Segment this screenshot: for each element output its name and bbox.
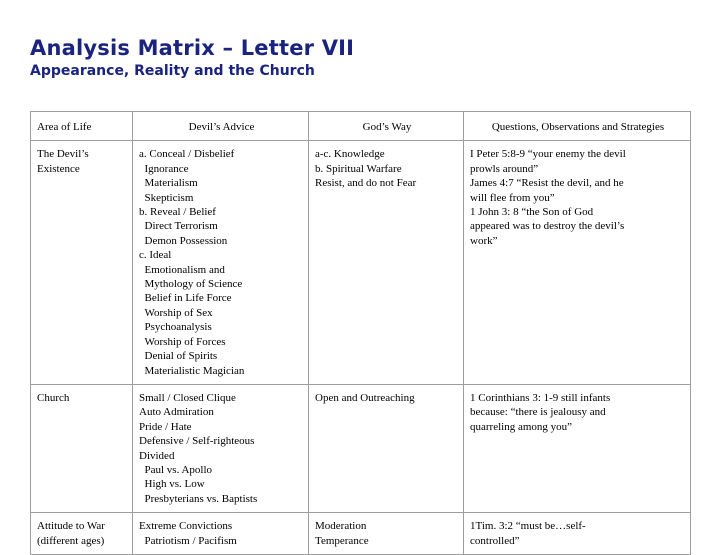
cell-text-line: prowls around” xyxy=(470,162,539,175)
cell-text-line: because: “there is jealousy and xyxy=(470,406,606,419)
cell-text-line: Mythology of Science xyxy=(139,278,243,291)
cell-devils-advice xyxy=(133,384,309,512)
cell-text-line: work” xyxy=(470,234,498,247)
table-row xyxy=(31,384,691,512)
cell-text-line: Worship of Forces xyxy=(139,335,226,348)
cell-text-line: Small / Closed Clique xyxy=(139,391,236,404)
cell-questions-observations xyxy=(464,141,691,385)
cell-devils-advice xyxy=(133,141,309,385)
cell-text-line: James 4:7 “Resist the devil, and he xyxy=(470,177,624,190)
cell-text-line: Materialistic Magician xyxy=(139,364,245,377)
cell-text-line: 1 Corinthians 3: 1-9 still infants xyxy=(470,391,611,404)
column-header-area: Area of Life xyxy=(31,112,133,141)
cell-text-line: b. Reveal / Belief xyxy=(139,206,216,219)
cell-text-line: Open and Outreaching xyxy=(315,391,415,404)
cell-text-line: Extreme Convictions xyxy=(139,520,233,533)
column-header-gods-way: God’s Way xyxy=(309,112,464,141)
cell-text-line: Skepticism xyxy=(139,191,194,204)
cell-text-line: a-c. Knowledge xyxy=(315,148,385,161)
column-header-questions: Questions, Observations and Strategies xyxy=(464,112,691,141)
cell-text-line: a. Conceal / Disbelief xyxy=(139,148,235,161)
cell-text-line: Resist, and do not Fear xyxy=(315,177,417,190)
cell-text-line: Patriotism / Pacifism xyxy=(139,534,237,547)
table-row xyxy=(31,141,691,385)
cell-text-line: Denial of Spirits xyxy=(139,350,218,363)
cell-text-line: 1 John 3: 8 “the Son of God xyxy=(470,206,594,219)
cell-text-line: The Devil’s xyxy=(37,148,89,161)
cell-devils-advice xyxy=(133,513,309,555)
cell-text-line: Pride / Hate xyxy=(139,420,192,433)
cell-text-line: Attitude to War xyxy=(37,520,105,533)
cell-gods-way xyxy=(309,141,464,385)
cell-area-of-life xyxy=(31,384,133,512)
cell-text-line: Presbyterians vs. Baptists xyxy=(139,492,258,505)
cell-text-line: Temperance xyxy=(315,534,369,547)
cell-text-line: Materialism xyxy=(139,177,198,190)
cell-text-line: Church xyxy=(37,391,70,404)
cell-questions-observations xyxy=(464,513,691,555)
cell-text-line: I Peter 5:8-9 “your enemy the devil xyxy=(470,148,626,161)
cell-text-line: (different ages) xyxy=(37,534,105,547)
cell-text-line: Divided xyxy=(139,449,175,462)
analysis-matrix-table xyxy=(30,111,691,555)
cell-text-line: Auto Admiration xyxy=(139,406,214,419)
table-row xyxy=(31,513,691,555)
cell-text-line: Ignorance xyxy=(139,162,189,175)
cell-text-line: quarreling among you” xyxy=(470,420,573,433)
cell-text-line: Psychoanalysis xyxy=(139,321,212,334)
table-header-row xyxy=(31,112,691,141)
cell-text-line: controlled” xyxy=(470,534,520,547)
cell-text-line: Paul vs. Apollo xyxy=(139,463,213,476)
cell-area-of-life xyxy=(31,141,133,385)
cell-questions-observations xyxy=(464,384,691,512)
cell-text-line: Direct Terrorism xyxy=(139,220,218,233)
cell-text-line: c. Ideal xyxy=(139,249,172,262)
cell-gods-way xyxy=(309,513,464,555)
cell-text-line: 1Tim. 3:2 “must be…self- xyxy=(470,520,586,533)
cell-text-line: b. Spiritual Warfare xyxy=(315,162,402,175)
cell-text-line: Defensive / Self-righteous xyxy=(139,435,255,448)
column-header-devils-advice: Devil’s Advice xyxy=(133,112,309,141)
cell-text-line: High vs. Low xyxy=(139,478,205,491)
cell-text-line: Worship of Sex xyxy=(139,306,213,319)
page-title: Analysis Matrix – Letter VII xyxy=(30,36,355,60)
cell-text-line: Demon Possession xyxy=(139,234,228,247)
cell-text-line: Emotionalism and xyxy=(139,263,225,276)
cell-area-of-life xyxy=(31,513,133,555)
cell-text-line: Existence xyxy=(37,162,80,175)
cell-text-line: Belief in Life Force xyxy=(139,292,232,305)
cell-gods-way xyxy=(309,384,464,512)
cell-text-line: appeared was to destroy the devil’s xyxy=(470,220,625,233)
cell-text-line: Moderation xyxy=(315,520,367,533)
page-subtitle: Appearance, Reality and the Church xyxy=(30,63,315,79)
cell-text-line: will flee from you” xyxy=(470,191,555,204)
